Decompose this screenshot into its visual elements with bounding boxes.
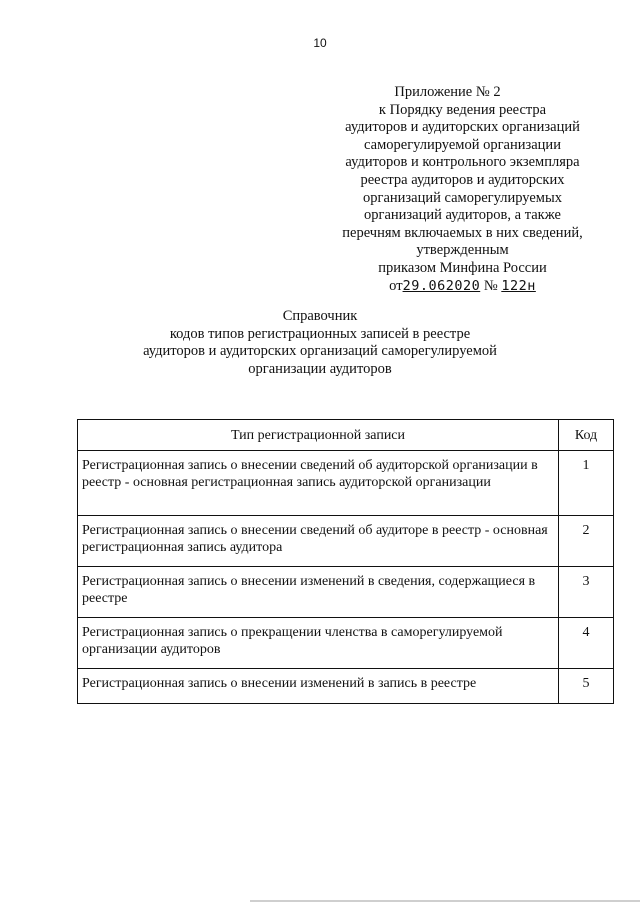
appendix-line: аудиторов и контрольного экземпляра <box>345 154 580 171</box>
appendix-line: аудиторов и аудиторских организаций <box>345 119 580 136</box>
table-row <box>78 516 614 567</box>
appendix-line: перечням включаемых в них сведений, <box>342 224 583 241</box>
code-cell: 5 <box>559 669 614 704</box>
appendix-line: саморегулируемой организации <box>364 136 561 153</box>
table-row <box>78 451 614 516</box>
heading-line: аудиторов и аудиторских организаций саморегулируемой <box>143 343 497 360</box>
order-number: 122н <box>501 277 536 294</box>
record-type-cell: Регистрационная запись о внесении сведений об аудиторе в реестр - основная регистрационная запись аудитора <box>78 516 559 567</box>
code-cell: 3 <box>559 567 614 618</box>
record-type-cell: Регистрационная запись о внесении изменений в сведения, содержащиеся в реестре <box>78 567 559 618</box>
record-type-cell: Регистрационная запись о прекращении членства в саморегулируемой организации аудиторов <box>78 618 559 669</box>
appendix-line: утвержденным <box>416 242 509 259</box>
table-row <box>78 618 614 669</box>
page-number: 10 <box>313 36 327 50</box>
code-cell: 1 <box>559 451 614 516</box>
appendix-line: приказом Минфина России <box>378 259 547 276</box>
heading-line: кодов типов регистрационных записей в реестре <box>169 325 471 342</box>
appendix-line: организаций саморегулируемых <box>363 189 562 206</box>
record-type-cell: Регистрационная запись о внесении изменений в запись в реестре <box>78 669 559 704</box>
code-cell: 4 <box>559 618 614 669</box>
appendix-line: реестра аудиторов и аудиторских <box>360 171 565 188</box>
header-code: Код <box>559 420 614 451</box>
document-heading <box>80 308 560 378</box>
scan-edge-line <box>250 900 640 902</box>
appendix-line: к Порядку ведения реестра <box>378 101 547 118</box>
table-header-row <box>78 420 614 451</box>
table-row <box>78 567 614 618</box>
heading-line: организации аудиторов <box>248 360 392 377</box>
date-prefix: от <box>389 277 403 294</box>
record-type-table <box>77 419 614 704</box>
appendix-block <box>330 84 595 295</box>
order-date-line <box>330 278 595 296</box>
table-row <box>78 669 614 704</box>
appendix-title: Приложение № 2 <box>394 84 501 100</box>
header-record-type: Тип регистрационной записи <box>78 420 559 451</box>
heading-title: Справочник <box>282 308 358 324</box>
appendix-line: организаций аудиторов, а также <box>364 207 561 224</box>
record-type-cell: Регистрационная запись о внесении сведений об аудиторской организации в реестр - основная регистрационная запись аудиторской организации <box>78 451 559 516</box>
code-cell: 2 <box>559 516 614 567</box>
order-date: 29.062020 <box>402 277 481 294</box>
number-sign: № <box>483 277 498 294</box>
